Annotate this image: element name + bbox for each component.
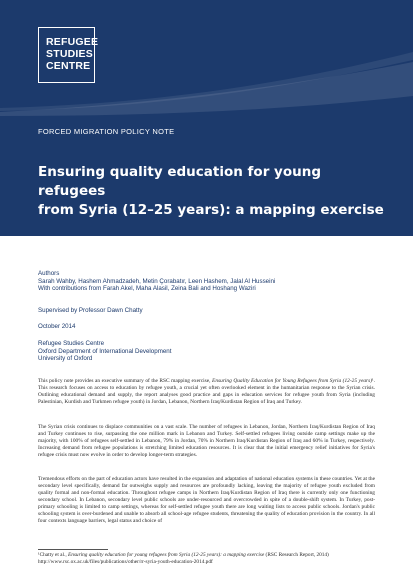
authors-contributions: With contributions from Farah Akel, Maha Alasil, Zeina Bali and Hoshang Waziri: [38, 285, 256, 293]
logo-line-2: STUDIES: [46, 48, 93, 60]
paragraph-1-report-title: Ensuring Quality Education for Young Refugees from Syria (12-25 years): [212, 378, 373, 384]
authors-names: Sarah Wahby, Hashem Ahmadzadeh, Metin Çorabatır, Leen Hashem, Jalal Al Husseini: [38, 277, 276, 285]
title-line-1: Ensuring quality education for young refugees: [38, 164, 322, 199]
date-line: October 2014: [38, 323, 76, 330]
footnote-start: ¹Chatty et al.,: [38, 552, 68, 558]
document-title: [38, 163, 388, 220]
affiliation-line-1: Refugee Studies Centre: [38, 340, 105, 347]
paragraph-1-start: This policy note provides an executive summary of the RSC mapping exercise,: [38, 378, 213, 384]
authors-heading: Authors: [38, 270, 60, 277]
logo-line-1: REFUGEE: [46, 36, 99, 48]
affiliation-block: [38, 340, 171, 363]
logo-line-3: CENTRE: [46, 60, 91, 72]
title-line-2: from Syria (12–25 years): a mapping exercise: [38, 202, 384, 218]
footnote: [38, 552, 375, 566]
authors-block: [38, 270, 275, 293]
affiliation-line-2: Oxford Department of International Development: [38, 347, 172, 355]
affiliation-line-3: University of Oxford: [38, 355, 93, 363]
header-banner: [0, 0, 413, 236]
paragraph-1-rest: ¹. This research focuses on access to education by refugee youth, a crucial yet often overlooked element in the humanitarian response to the Syrian crisis. Outlining educational demand and supply, the report analyses good practice and gaps in education services for refugee youth from Syria (including Palestinian, Kurdish and Turkmen refugee youth) in Jordan, Lebanon, Northern Iraq/Kurdistan Region of Iraq and Turkey.: [38, 378, 375, 405]
footnote-report-title: Ensuring quality education for young refugees from Syria (12-25 years): a mapping exercise: [67, 552, 265, 558]
paragraph-2: The Syrian crisis continues to displace communities on a vast scale. The number of refugees in Lebanon, Jordan, Northern Iraq/Kurdistan Region of Iraq and Turkey continues to rise, surpassing the one million mark in Lebanon and Turkey. Self-settled refugees living outside camp settings make up the majority, with 100% of refugees self-settled in Lebanon, 79% in Jordan, 70% in Northern Iraq/Kurdistan Region of Iraq and 60% in Turkey, respectively. Increasing demand from refugee populations is stretching limited education resources. It is clear that the initial emergency relief initiatives for Syria's refugee crisis must now evolve in order to develop longer-term strategies.: [38, 424, 375, 458]
paragraph-1: [38, 378, 375, 406]
rsc-logo: [38, 27, 99, 83]
paragraph-3: Tremendous efforts on the part of education actors have resulted in the expansion and adaptation of national education systems in these countries. Yet at the secondary level specifically, demand far outweighs supply and resources are profoundly lacking, leaving the majority of refugee youth excluded from quality formal and non-formal education. Throughout refugee camps in Northern Iraq/Kurdistan Region of Iraq there is currently only one functioning secondary school. In Lebanon, secondary level public schools are under-resourced and overcrowded in spite of a double-shift system. In Turkey, post-primary schooling is limited to camp settings, whereas for self-settled refugee youth there are long waiting lists to access public schools. Jordan's public schooling system is over-burdened and unable to absorb all school-age refugee students, threatening the quality of education provision in the country. In all four contexts language barriers, legal status and choice of: [38, 476, 375, 524]
series-label: FORCED MIGRATION POLICY NOTE: [38, 127, 175, 136]
footnote-rest: (RSC Research Report, 2014) http://www.rsc.ox.ac.uk/files/publications/other/rr-syria-youth-education-2014.pdf: [38, 552, 329, 565]
supervision-line: Supervised by Professor Dawn Chatty: [38, 307, 143, 314]
footnote-rule: [38, 549, 108, 550]
